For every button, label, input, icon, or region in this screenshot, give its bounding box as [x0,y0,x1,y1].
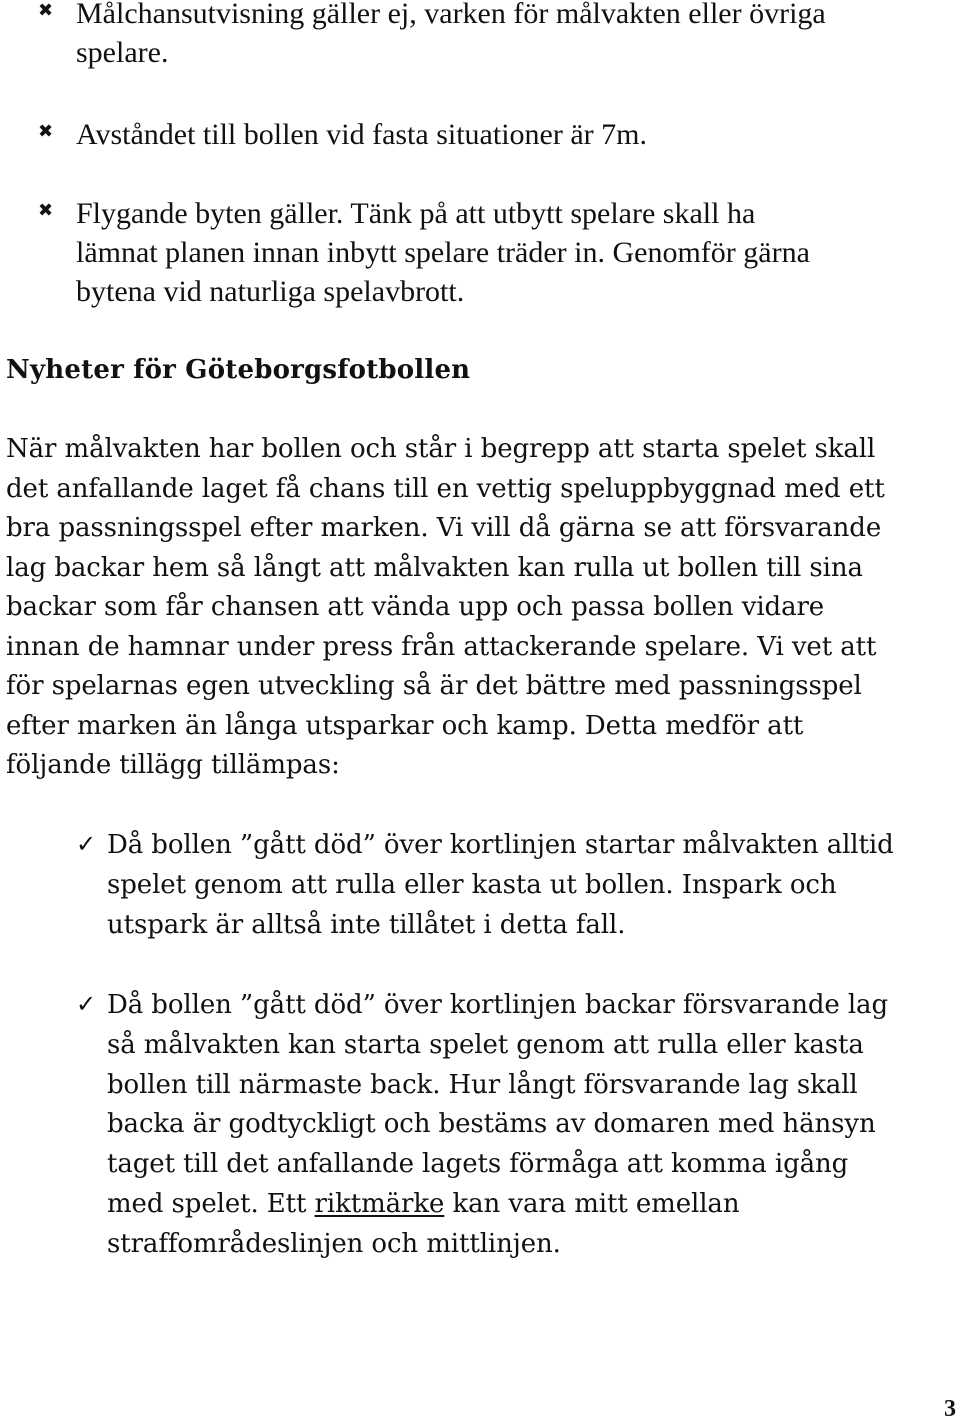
page-number: 3 [944,1396,956,1422]
list-item-text [107,986,957,1265]
list-item-text-after: kan vara mitt emellan straffområdeslinjen och mittlinjen. [107,1188,740,1259]
cross-icon: ✖ [38,121,54,142]
list-item-text-before: Då bollen ”gått död” över kortlinjen backar försvarande lag så målvakten kan starta spelet genom att rulla eller kasta bollen till närmaste back. Hur långt försvarande lag skall backa är godtyckligt och bestäms av domaren med hänsyn taget till det anfallande lagets förmåga att komma igång med spelet. Ett [107,990,888,1219]
list-item-text: Målchansutvisning gäller ej, varken för målvakten eller övriga spelare. [76,0,826,69]
cross-icon: ✖ [38,200,54,221]
underlined-term: riktmärke [314,1188,445,1219]
check-icon: ✓ [76,830,97,858]
section-paragraph: När målvakten har bollen och står i begrepp att starta spelet skall det anfallande laget få chans till en vettig speluppbyggnad med ett bra passningsspel efter marken. Vi vill då gärna se att försvarande lag backar hem så långt att målvakten kan rulla ut bollen till sina backar som får chansen att vända upp och passa bollen vidare innan de hamnar under press från attackerande spelare. Vi vet att för spelarnas egen utveckling så är det bättre med passningsspel efter marken än långa utsparkar och kamp. Detta medför att följande tillägg tillämpas: [6,434,885,780]
cross-icon: ✖ [38,0,54,21]
list-item-text: Avståndet till bollen vid fasta situationer är 7m. [76,118,647,151]
list-item-text: Flygande byten gäller. Tänk på att utbytt spelare skall ha lämnat planen innan inbytt spelare träder in. Genomför gärna bytena vid naturliga spelavbrott. [76,197,810,308]
list-item-text: Då bollen ”gått död” över kortlinjen startar målvakten alltid spelet genom att rulla eller kasta ut bollen. Inspark och utspark är alltså inte tillåtet i detta fall. [107,830,894,940]
check-icon: ✓ [76,990,97,1018]
section-heading: Nyheter för Göteborgsfotbollen [6,355,471,385]
